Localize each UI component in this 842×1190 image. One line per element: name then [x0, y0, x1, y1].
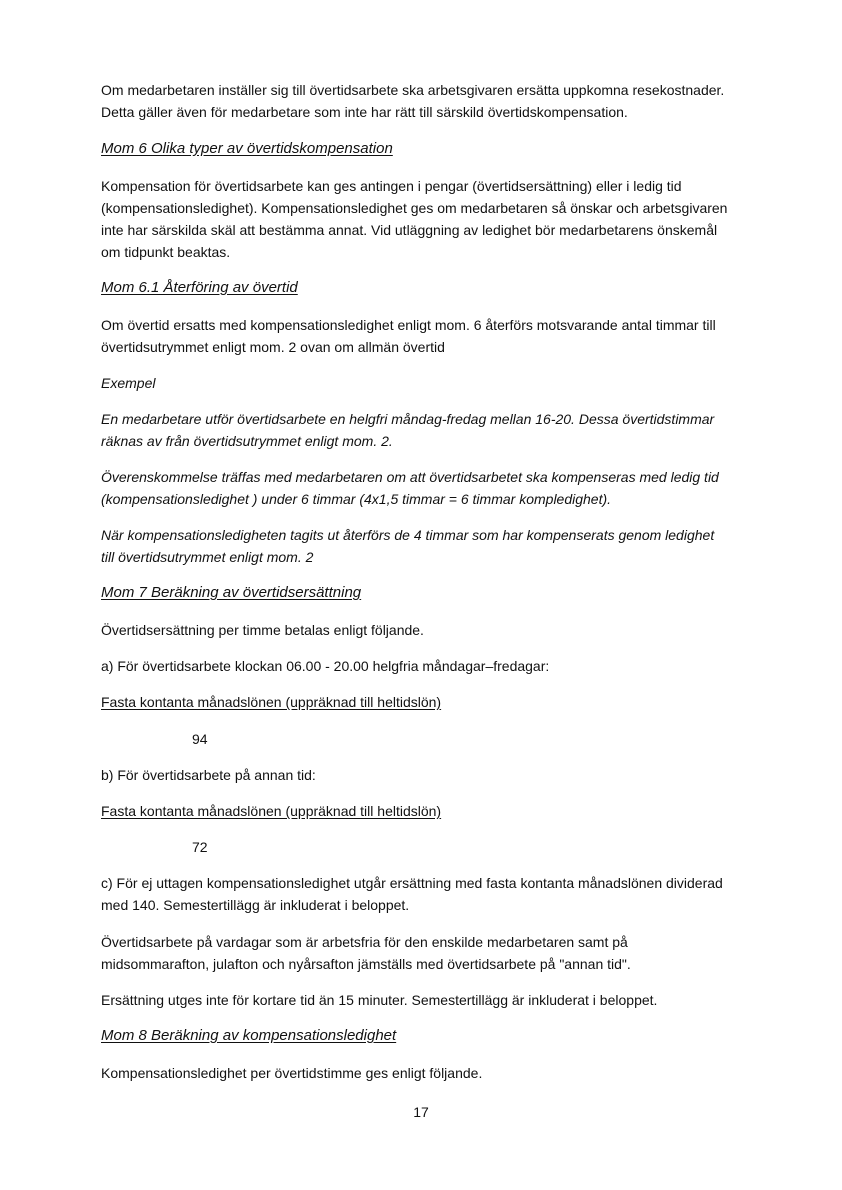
page-number: 17 [413, 1104, 429, 1120]
example-p2-line-2: (kompensationsledighet ) under 6 timmar (4x1,5 timmar = 6 timmar kompledighet). [101, 491, 612, 507]
example-p1-line-2: räknas av från övertidsutrymmet enligt mom. 2. [101, 433, 393, 449]
mom7-heading: Mom 7 Beräkning av övertidsersättning [101, 584, 362, 601]
mom7-p-line-1: Övertidsarbete på vardagar som är arbetsfria för den enskilde medarbetaren samt på [101, 934, 628, 950]
mom6-line-3: inte har särskilda skäl att bestämma annat. Vid utläggning av ledighet bör medarbetarens önskemål [101, 222, 718, 238]
mom7-a-numerator: Fasta kontanta månadslönen (uppräknad till heltidslön) [101, 694, 442, 710]
mom7-min-line: Ersättning utges inte för kortare tid än 15 minuter. Semestertillägg är inkluderat i beloppet. [101, 992, 658, 1008]
mom6-line-1: Kompensation för övertidsarbete kan ges antingen i pengar (övertidsersättning) eller i ledig tid [101, 178, 682, 194]
mom7-b-label: b) För övertidsarbete på annan tid: [101, 767, 316, 783]
intro-line-2: Detta gäller även för medarbetare som inte har rätt till särskild övertidskompensation. [101, 104, 628, 120]
example-label: Exempel [101, 375, 156, 391]
mom8-line: Kompensationsledighet per övertidstimme ges enligt följande. [101, 1065, 483, 1081]
mom6-line-2: (kompensationsledighet). Kompensationsledighet ges om medarbetaren så önskar och arbetsgivaren [101, 200, 728, 216]
mom7-a-label: a) För övertidsarbete klockan 06.00 - 20.00 helgfria måndagar–fredagar: [101, 658, 550, 674]
mom7-b-denominator: 72 [192, 839, 208, 855]
mom7-p-line-2: midsommarafton, julafton och nyårsafton jämställs med övertidsarbete på "annan tid". [101, 956, 631, 972]
mom6-heading: Mom 6 Olika typer av övertidskompensation [101, 140, 393, 157]
mom61-heading: Mom 6.1 Återföring av övertid [101, 279, 298, 296]
mom7-c-line-1: c) För ej uttagen kompensationsledighet utgår ersättning med fasta kontanta månadslönen dividerad [101, 875, 723, 891]
mom8-heading: Mom 8 Beräkning av kompensationsledighet [101, 1027, 397, 1044]
mom7-a-denominator: 94 [192, 731, 208, 747]
example-p1-line-1: En medarbetare utför övertidsarbete en helgfri måndag-fredag mellan 16-20. Dessa övertidstimmar [101, 411, 715, 427]
mom7-b-numerator: Fasta kontanta månadslönen (uppräknad till heltidslön) [101, 803, 442, 819]
intro-line-1: Om medarbetaren inställer sig till övertidsarbete ska arbetsgivaren ersätta uppkomna resekostnader. [101, 82, 725, 98]
example-p3-line-1: När kompensationsledigheten tagits ut återförs de 4 timmar som har kompenserats genom ledighet [101, 527, 715, 543]
mom7-intro: Övertidsersättning per timme betalas enligt följande. [101, 622, 424, 638]
mom61-line-2: övertidsutrymmet enligt mom. 2 ovan om allmän övertid [101, 339, 445, 355]
mom7-c-line-2: med 140. Semestertillägg är inkluderat i beloppet. [101, 897, 410, 913]
mom61-line-1: Om övertid ersatts med kompensationsledighet enligt mom. 6 återförs motsvarande antal timmar till [101, 317, 716, 333]
mom6-line-4: om tidpunkt beaktas. [101, 244, 231, 260]
example-p2-line-1: Överenskommelse träffas med medarbetaren om att övertidsarbetet ska kompenseras med ledig tid [101, 469, 719, 485]
example-p3-line-2: till övertidsutrymmet enligt mom. 2 [101, 549, 314, 565]
